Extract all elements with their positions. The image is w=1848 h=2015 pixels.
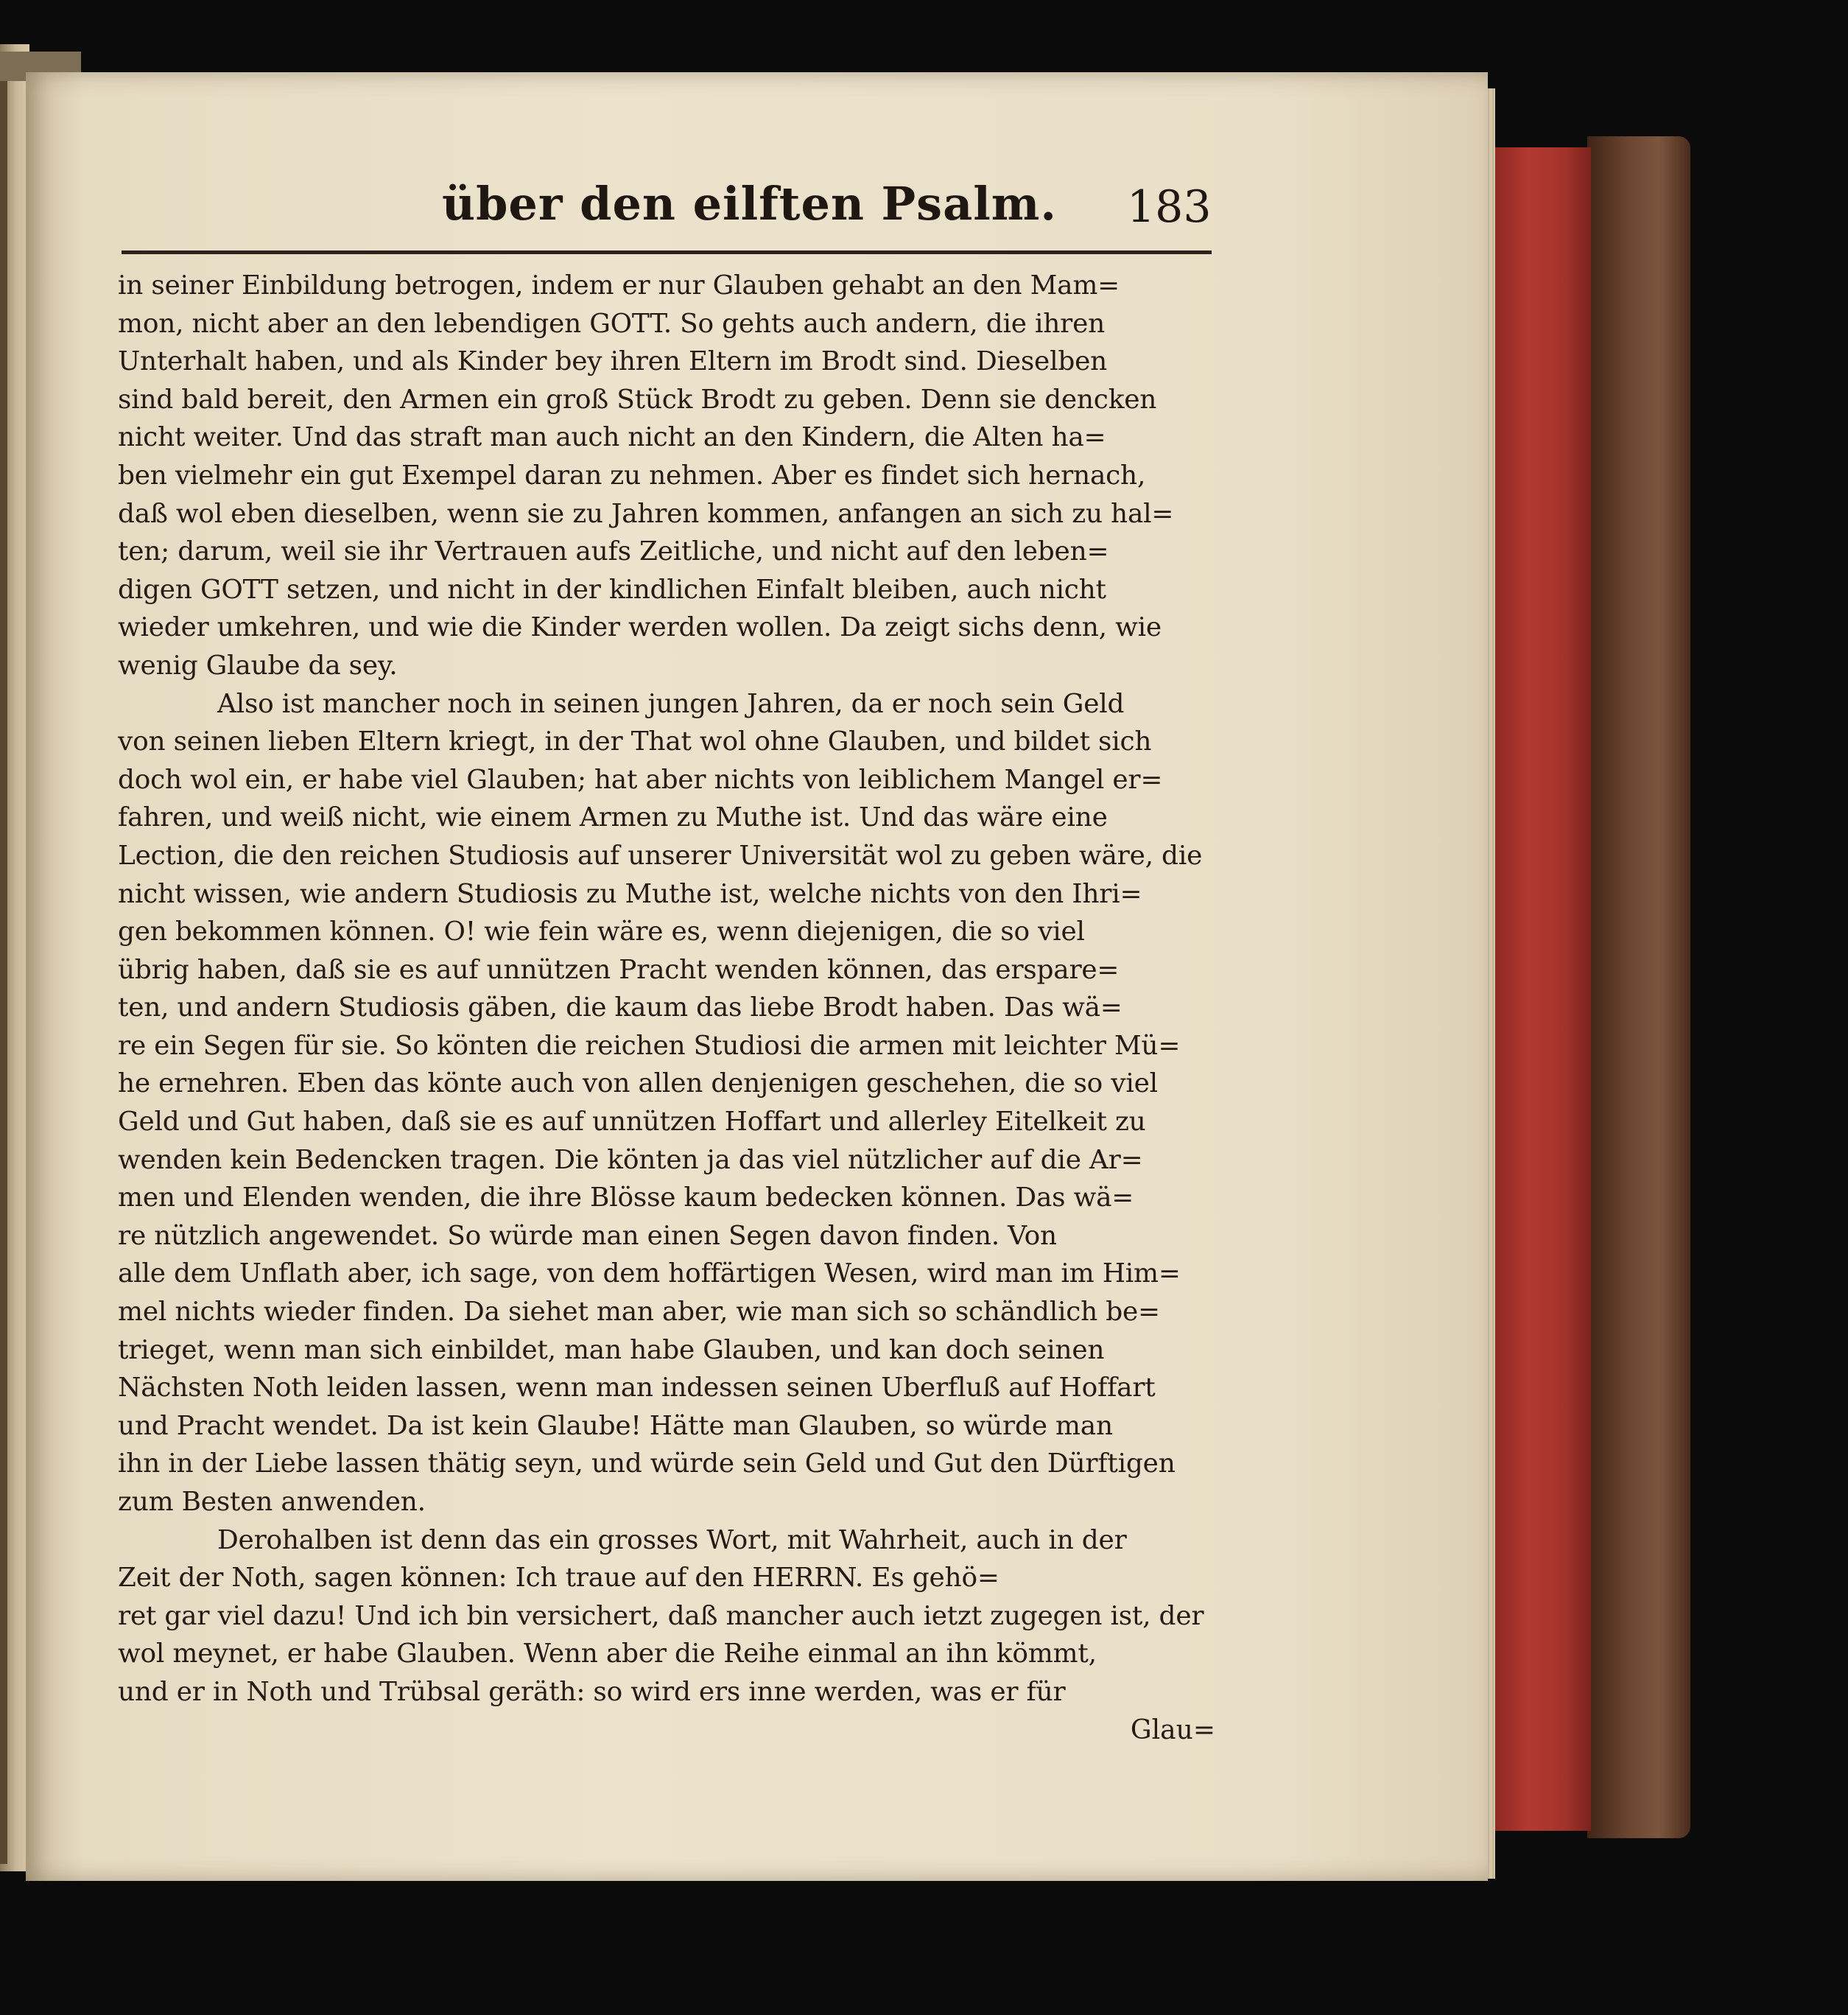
text-line: nicht weiter. Und das straft man auch nicht an den Kindern, die Alten ha= (118, 422, 1106, 453)
text-line: wenden kein Bedencken tragen. Die könten ja das viel nützlicher auf die Ar= (118, 1144, 1143, 1175)
text-line: trieget, wenn man sich einbildet, man habe Glauben, und kan doch seinen (118, 1334, 1105, 1365)
text-line: Geld und Gut haben, daß sie es auf unnützen Hoffart und allerley Eitelkeit zu (118, 1107, 1146, 1138)
body-text (118, 267, 1215, 1749)
catchword: Glau= (1130, 1714, 1215, 1745)
text-line: men und Elenden wenden, die ihre Blösse kaum bedecken können. Das wä= (118, 1182, 1134, 1213)
text-line: zum Besten anwenden. (118, 1487, 426, 1517)
header-rule (122, 250, 1212, 254)
text-line: nicht wissen, wie andern Studiosis zu Muthe ist, welche nichts von den Ihri= (118, 878, 1142, 909)
running-head: über den eilften Psalm. (442, 177, 1057, 231)
text-line: Zeit der Noth, sagen können: Ich traue auf den HERRN. Es gehö= (118, 1563, 999, 1594)
text-line: und er in Noth und Trübsal geräth: so wird ers inne werden, was er für (118, 1676, 1066, 1707)
text-line: übrig haben, daß sie es auf unnützen Pracht wenden können, das erspare= (118, 954, 1120, 985)
text-line: gen bekommen können. O! wie fein wäre es, wenn diejenigen, die so viel (118, 917, 1085, 947)
text-line: re nützlich angewendet. So würde man einen Segen davon finden. Von (118, 1220, 1057, 1251)
text-line: daß wol eben dieselben, wenn sie zu Jahren kommen, anfangen an sich zu hal= (118, 498, 1174, 529)
text-line: mon, nicht aber an den lebendigen GOTT. So gehts auch andern, die ihren (118, 308, 1106, 339)
text-line: re ein Segen für sie. So könten die reichen Studiosi die armen mit leichter Mü= (118, 1030, 1181, 1061)
red-page-edges (1495, 147, 1591, 1831)
text-line: Also ist mancher noch in seinen jungen Jahren, da er noch sein Geld (217, 688, 1125, 719)
text-line: mel nichts wieder finden. Da siehet man aber, wie man sich so schändlich be= (118, 1297, 1160, 1328)
text-line: fahren, und weiß nicht, wie einem Armen zu Muthe ist. Und das wäre eine (118, 802, 1108, 833)
leather-cover (1587, 136, 1690, 1838)
text-line: wol meynet, er habe Glauben. Wenn aber die Reihe einmal an ihn kömmt, (118, 1639, 1097, 1669)
text-line: he ernehren. Eben das könte auch von allen denjenigen geschehen, die so viel (118, 1068, 1158, 1099)
text-line: in seiner Einbildung betrogen, indem er nur Glauben gehabt an den Mam= (118, 270, 1120, 301)
text-line: wenig Glaube da sey. (118, 650, 398, 681)
text-line: alle dem Unflath aber, ich sage, von dem hoffärtigen Wesen, wird man im Him= (118, 1258, 1181, 1289)
text-line: Lection, die den reichen Studiosis auf unserer Universität wol zu geben wäre, die (118, 840, 1203, 871)
text-line: Derohalben ist denn das ein grosses Wort, mit Wahrheit, auch in der (217, 1524, 1127, 1555)
text-line: wieder umkehren, und wie die Kinder werden wollen. Da zeigt sichs denn, wie (118, 612, 1162, 643)
text-line: digen GOTT setzen, und nicht in der kindlichen Einfalt bleiben, auch nicht (118, 574, 1106, 605)
text-line: ihn in der Liebe lassen thätig seyn, und würde sein Geld und Gut den Dürftigen (118, 1448, 1176, 1479)
text-line: und Pracht wendet. Da ist kein Glaube! Hätte man Glauben, so würde man (118, 1410, 1113, 1441)
spine-strip (0, 52, 7, 1864)
text-line: Nächsten Noth leiden lassen, wenn man indessen seinen Uberfluß auf Hoffart (118, 1373, 1156, 1404)
page-header (118, 177, 1223, 258)
text-line: ten, und andern Studiosis gäben, die kaum das liebe Brodt haben. Das wä= (118, 992, 1122, 1023)
page-number: 183 (1127, 181, 1212, 233)
text-line: ben vielmehr ein gut Exempel daran zu nehmen. Aber es findet sich hernach, (118, 460, 1146, 491)
text-line: ten; darum, weil sie ihr Vertrauen aufs Zeitliche, und nicht auf den leben= (118, 536, 1109, 567)
text-line: Unterhalt haben, und als Kinder bey ihren Eltern im Brodt sind. Dieselben (118, 346, 1108, 377)
text-line: sind bald bereit, den Armen ein groß Stück Brodt zu geben. Denn sie dencken (118, 384, 1157, 415)
text-line: ret gar viel dazu! Und ich bin versichert, daß mancher auch ietzt zugegen ist, der (118, 1600, 1204, 1631)
text-line: doch wol ein, er habe viel Glauben; hat aber nichts von leiblichem Mangel er= (118, 764, 1163, 795)
text-line: von seinen lieben Eltern kriegt, in der That wol ohne Glauben, und bildet sich (118, 726, 1152, 757)
